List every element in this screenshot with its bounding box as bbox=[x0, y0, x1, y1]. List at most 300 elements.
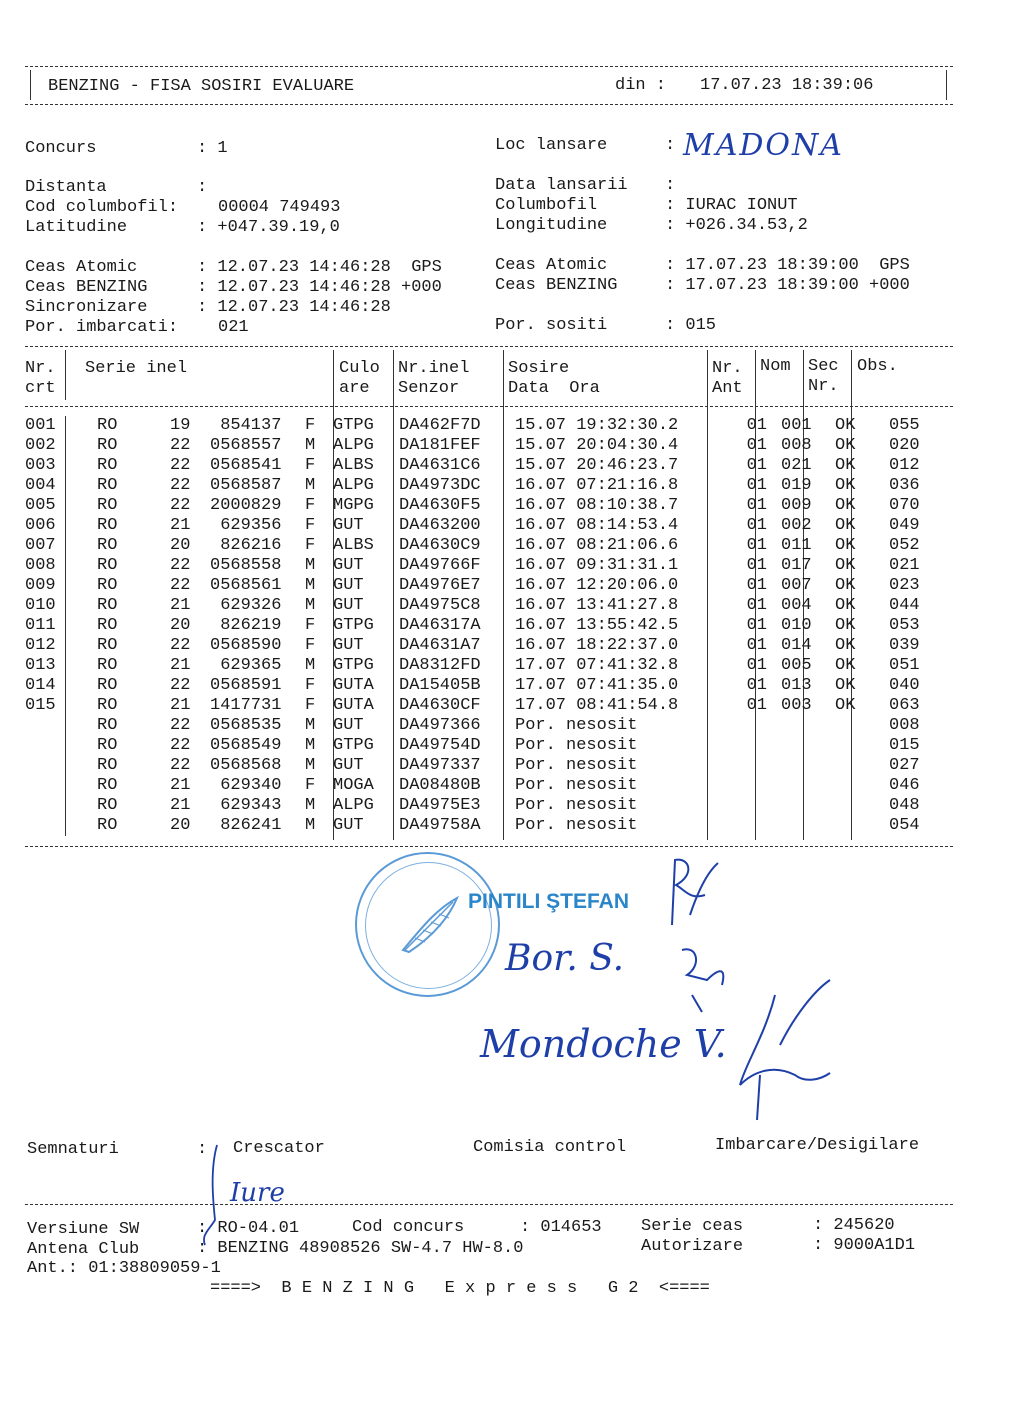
cell-sec: OK bbox=[835, 616, 856, 635]
concurs-label: Concurs bbox=[25, 139, 97, 158]
cell-country: RO bbox=[97, 576, 118, 595]
longitudine-value: : +026.34.53,2 bbox=[665, 216, 808, 235]
cell-ring-number: 0568549 bbox=[210, 736, 282, 755]
loc-lansare-colon: : bbox=[665, 136, 676, 155]
table-row bbox=[25, 576, 969, 596]
stamp-name: PINTILI ŞTEFAN bbox=[468, 890, 630, 913]
columbofil-value: : IURAC IONUT bbox=[665, 196, 798, 215]
cell-nr-crt bbox=[25, 776, 85, 796]
cell-nr-crt: 001 bbox=[25, 416, 56, 435]
cell-nom: 010 bbox=[781, 616, 812, 635]
cell-ring-number: 0568557 bbox=[210, 436, 282, 455]
ant-line: Ant.: 01:38809059-1 bbox=[27, 1259, 221, 1278]
cell-arrival-time: 15.07 19:32:30.2 bbox=[515, 416, 679, 435]
versiune-label: Versiune SW bbox=[27, 1220, 140, 1239]
cell-color: GUT bbox=[333, 556, 364, 575]
cell-nom: 021 bbox=[781, 456, 812, 475]
cell-color: GUT bbox=[333, 516, 364, 535]
cell-country: RO bbox=[97, 716, 118, 735]
cell-nom: 003 bbox=[781, 696, 812, 715]
cell-antenna: 01 bbox=[746, 496, 767, 515]
autorizare-value: : 9000A1D1 bbox=[813, 1236, 916, 1255]
cell-obs: 048 bbox=[889, 796, 920, 815]
cell-sec: OK bbox=[835, 556, 856, 575]
cell-sex: M bbox=[305, 816, 316, 835]
cell-obs: 044 bbox=[889, 596, 920, 615]
cell-color: ALBS bbox=[333, 456, 374, 475]
cell-ring-number: 0568587 bbox=[210, 476, 282, 495]
cell-ring-number: 2000829 bbox=[210, 496, 282, 515]
table-row bbox=[25, 696, 969, 716]
arrivals-table bbox=[25, 416, 969, 836]
cell-color: MOGA bbox=[333, 776, 374, 795]
cell-ring-year: 21 bbox=[170, 776, 191, 795]
table-top-rule bbox=[25, 346, 953, 347]
cell-color: ALPG bbox=[333, 476, 374, 495]
por-imbarcati-label: Por. imbarcati: bbox=[25, 318, 179, 337]
cell-sex: F bbox=[305, 416, 316, 435]
cell-sex: M bbox=[305, 736, 316, 755]
cell-arrival-time: 16.07 18:22:37.0 bbox=[515, 636, 679, 655]
cell-color: GUT bbox=[333, 756, 364, 775]
cod-concurs-label: Cod concurs bbox=[352, 1218, 465, 1237]
cell-arrival-time: 16.07 09:31:31.1 bbox=[515, 556, 679, 575]
table-row bbox=[25, 736, 969, 756]
cell-antenna: 01 bbox=[746, 596, 767, 615]
cell-color: GUT bbox=[333, 636, 364, 655]
por-sositi-label: Por. sositi bbox=[495, 316, 608, 335]
cell-antenna bbox=[719, 716, 775, 736]
cell-ring-year: 21 bbox=[170, 696, 191, 715]
cell-nom bbox=[775, 776, 829, 796]
cell-antenna: 01 bbox=[746, 656, 767, 675]
antena-label: Antena Club bbox=[27, 1240, 140, 1259]
cell-country: RO bbox=[97, 476, 118, 495]
cell-country: RO bbox=[97, 596, 118, 615]
col-nr-crt-header-1: Nr. bbox=[25, 359, 56, 378]
cell-sex: M bbox=[305, 436, 316, 455]
cell-sensor-id: DA4630F5 bbox=[399, 496, 481, 515]
cell-obs: 020 bbox=[889, 436, 920, 455]
cell-nom: 005 bbox=[781, 656, 812, 675]
cell-sensor-id: DA4976E7 bbox=[399, 576, 481, 595]
table-row bbox=[25, 796, 969, 816]
cell-ring-number: 826241 bbox=[210, 816, 282, 835]
cell-sec bbox=[829, 796, 883, 816]
handwritten-mondoche: Mondoche V. bbox=[480, 1022, 727, 1066]
cell-sensor-id: DA49758A bbox=[399, 816, 481, 835]
cell-obs: 051 bbox=[889, 656, 920, 675]
cell-country: RO bbox=[97, 496, 118, 515]
cell-nom: 019 bbox=[781, 476, 812, 495]
cell-nom: 007 bbox=[781, 576, 812, 595]
cell-nom: 011 bbox=[781, 536, 812, 555]
cell-nr-crt: 008 bbox=[25, 556, 56, 575]
cell-nr-crt: 011 bbox=[25, 616, 56, 635]
cell-sex: F bbox=[305, 696, 316, 715]
cell-antenna: 01 bbox=[746, 676, 767, 695]
signature-mark-2 bbox=[672, 940, 732, 1015]
cell-sec: OK bbox=[835, 696, 856, 715]
cell-country: RO bbox=[97, 516, 118, 535]
cell-arrival-time: Por. nesosit bbox=[515, 756, 638, 775]
ceas-atomic-left-value: : 12.07.23 14:46:28 GPS bbox=[197, 258, 442, 277]
ceas-benzing-left-label: Ceas BENZING bbox=[25, 278, 148, 297]
cell-sex: F bbox=[305, 516, 316, 535]
cell-arrival-time: 16.07 12:20:06.0 bbox=[515, 576, 679, 595]
cell-nr-crt: 012 bbox=[25, 636, 56, 655]
col-senzor-header-2: Senzor bbox=[398, 379, 460, 398]
cell-antenna: 01 bbox=[746, 476, 767, 495]
cell-antenna bbox=[719, 796, 775, 816]
cell-nom bbox=[775, 816, 829, 836]
cell-ring-number: 1417731 bbox=[210, 696, 282, 715]
cell-arrival-time: Por. nesosit bbox=[515, 796, 638, 815]
cell-sex: F bbox=[305, 536, 316, 555]
loc-lansare-handwritten: MADONA bbox=[683, 128, 844, 163]
cell-obs: 027 bbox=[889, 756, 920, 775]
cell-sensor-id: DA46317A bbox=[399, 616, 481, 635]
cell-sex: M bbox=[305, 556, 316, 575]
cell-nr-crt: 002 bbox=[25, 436, 56, 455]
cell-sensor-id: DA497337 bbox=[399, 756, 481, 775]
cell-sec: OK bbox=[835, 656, 856, 675]
cell-arrival-time: 16.07 07:21:16.8 bbox=[515, 476, 679, 495]
header-left-bar bbox=[30, 70, 31, 100]
cell-arrival-time: Por. nesosit bbox=[515, 716, 638, 735]
cell-nom bbox=[775, 796, 829, 816]
cell-ring-year: 21 bbox=[170, 596, 191, 615]
cell-country: RO bbox=[97, 676, 118, 695]
table-row bbox=[25, 536, 969, 556]
cell-nom bbox=[775, 756, 829, 776]
cell-nom: 013 bbox=[781, 676, 812, 695]
cell-antenna: 01 bbox=[746, 516, 767, 535]
crescator-signature: Iure bbox=[230, 1178, 285, 1208]
crescator-label: Crescator bbox=[233, 1139, 325, 1158]
cell-antenna: 01 bbox=[746, 456, 767, 475]
cell-ring-year: 22 bbox=[170, 556, 191, 575]
cell-nom: 009 bbox=[781, 496, 812, 515]
columbofil-label: Columbofil bbox=[495, 196, 598, 215]
cell-sensor-id: DA4631A7 bbox=[399, 636, 481, 655]
cell-obs: 054 bbox=[889, 816, 920, 835]
cell-ring-year: 20 bbox=[170, 616, 191, 635]
por-imbarcati-value: 021 bbox=[218, 318, 249, 337]
footer-top-rule bbox=[25, 1204, 953, 1205]
cell-arrival-time: 16.07 08:10:38.7 bbox=[515, 496, 679, 515]
cell-arrival-time: 15.07 20:46:23.7 bbox=[515, 456, 679, 475]
cell-sensor-id: DA4975E3 bbox=[399, 796, 481, 815]
cell-nr-crt: 006 bbox=[25, 516, 56, 535]
cell-ring-number: 0568561 bbox=[210, 576, 282, 595]
cell-sensor-id: DA4631C6 bbox=[399, 456, 481, 475]
cell-sensor-id: DA8312FD bbox=[399, 656, 481, 675]
cell-color: ALPG bbox=[333, 796, 374, 815]
col-nr-ant-header-2: Ant bbox=[712, 379, 743, 398]
cell-nr-crt: 013 bbox=[25, 656, 56, 675]
cell-obs: 055 bbox=[889, 416, 920, 435]
cell-country: RO bbox=[97, 696, 118, 715]
cell-arrival-time: 16.07 13:55:42.5 bbox=[515, 616, 679, 635]
table-row bbox=[25, 656, 969, 676]
cell-arrival-time: 16.07 08:21:06.6 bbox=[515, 536, 679, 555]
data-lansarii-label: Data lansarii bbox=[495, 176, 628, 195]
cell-country: RO bbox=[97, 776, 118, 795]
cell-antenna: 01 bbox=[746, 696, 767, 715]
table-row bbox=[25, 556, 969, 576]
cell-antenna: 01 bbox=[746, 536, 767, 555]
cell-nom: 017 bbox=[781, 556, 812, 575]
cell-color: ALBS bbox=[333, 536, 374, 555]
cell-obs: 070 bbox=[889, 496, 920, 515]
cell-sex: M bbox=[305, 576, 316, 595]
cell-country: RO bbox=[97, 536, 118, 555]
cell-country: RO bbox=[97, 816, 118, 835]
cell-color: GTPG bbox=[333, 736, 374, 755]
cell-sec: OK bbox=[835, 416, 856, 435]
cell-nom bbox=[775, 716, 829, 736]
cell-ring-year: 21 bbox=[170, 516, 191, 535]
cell-sec: OK bbox=[835, 636, 856, 655]
cod-concurs-value: : 014653 bbox=[520, 1218, 602, 1237]
cell-sensor-id: DA08480B bbox=[399, 776, 481, 795]
cell-obs: 039 bbox=[889, 636, 920, 655]
cell-ring-year: 22 bbox=[170, 736, 191, 755]
cell-color: GUT bbox=[333, 816, 364, 835]
cell-antenna: 01 bbox=[746, 576, 767, 595]
cell-antenna: 01 bbox=[746, 436, 767, 455]
distanta-label: Distanta bbox=[25, 178, 107, 197]
cell-color: GUTA bbox=[333, 676, 374, 695]
cell-sec: OK bbox=[835, 676, 856, 695]
cell-sec: OK bbox=[835, 456, 856, 475]
cell-country: RO bbox=[97, 656, 118, 675]
cell-obs: 046 bbox=[889, 776, 920, 795]
cell-sensor-id: DA4973DC bbox=[399, 476, 481, 495]
cell-ring-year: 22 bbox=[170, 716, 191, 735]
cell-color: MGPG bbox=[333, 496, 374, 515]
cell-nr-crt bbox=[25, 716, 85, 736]
report-datetime: 17.07.23 18:39:06 bbox=[700, 76, 874, 95]
cell-sex: F bbox=[305, 776, 316, 795]
benzing-express-banner: ====> B E N Z I N G E x p r e s s G 2 <==== bbox=[210, 1279, 710, 1298]
cell-sec: OK bbox=[835, 476, 856, 495]
cell-color: GUT bbox=[333, 576, 364, 595]
cell-obs: 021 bbox=[889, 556, 920, 575]
cell-antenna bbox=[719, 756, 775, 776]
semnaturi-colon: : bbox=[197, 1140, 208, 1159]
cell-ring-year: 21 bbox=[170, 796, 191, 815]
cell-obs: 036 bbox=[889, 476, 920, 495]
comisia-label: Comisia control bbox=[473, 1138, 627, 1157]
semnaturi-label: Semnaturi bbox=[27, 1140, 119, 1159]
cell-sex: M bbox=[305, 756, 316, 775]
cell-color: GUTA bbox=[333, 696, 374, 715]
cell-ring-number: 0568558 bbox=[210, 556, 282, 575]
col-sosire-header-1: Sosire bbox=[508, 359, 570, 378]
sincronizare-value: : 12.07.23 14:46:28 bbox=[197, 298, 391, 317]
ceas-benzing-left-value: : 12.07.23 14:46:28 +000 bbox=[197, 278, 442, 297]
cell-sec bbox=[829, 716, 883, 736]
cell-sex: F bbox=[305, 456, 316, 475]
col-nr-crt-header-2: crt bbox=[25, 379, 56, 398]
data-lansarii-value: : bbox=[665, 176, 676, 195]
cell-ring-year: 22 bbox=[170, 576, 191, 595]
cell-ring-number: 629356 bbox=[210, 516, 282, 535]
latitudine-value: : +047.39.19,0 bbox=[197, 218, 340, 237]
cell-ring-number: 826219 bbox=[210, 616, 282, 635]
cell-nr-crt: 003 bbox=[25, 456, 56, 475]
ceas-atomic-right-value: : 17.07.23 18:39:00 GPS bbox=[665, 256, 910, 275]
cell-sec: OK bbox=[835, 576, 856, 595]
col-obs-header: Obs. bbox=[857, 357, 898, 376]
cell-ring-number: 826216 bbox=[210, 536, 282, 555]
cell-color: GTPG bbox=[333, 616, 374, 635]
cell-arrival-time: 15.07 20:04:30.4 bbox=[515, 436, 679, 455]
ceas-benzing-right-value: : 17.07.23 18:39:00 +000 bbox=[665, 276, 910, 295]
ceas-benzing-right-label: Ceas BENZING bbox=[495, 276, 618, 295]
cell-nom bbox=[775, 736, 829, 756]
cell-sensor-id: DA49754D bbox=[399, 736, 481, 755]
cell-obs: 063 bbox=[889, 696, 920, 715]
cell-sex: M bbox=[305, 716, 316, 735]
cell-nom: 001 bbox=[781, 416, 812, 435]
latitudine-label: Latitudine bbox=[25, 218, 128, 237]
cod-columbofil-value: 00004 749493 bbox=[218, 198, 341, 217]
cell-obs: 012 bbox=[889, 456, 920, 475]
cell-sec bbox=[829, 756, 883, 776]
antena-value: : BENZING 48908526 SW-4.7 HW-8.0 bbox=[197, 1239, 524, 1258]
table-row bbox=[25, 616, 969, 636]
cell-sensor-id: DA4975C8 bbox=[399, 596, 481, 615]
feather-stamp-icon bbox=[395, 890, 465, 960]
cell-nr-crt: 004 bbox=[25, 476, 56, 495]
cell-sensor-id: DA462F7D bbox=[399, 416, 481, 435]
cell-sec bbox=[829, 776, 883, 796]
table-row bbox=[25, 776, 969, 796]
cell-ring-number: 629365 bbox=[210, 656, 282, 675]
cell-sensor-id: DA15405B bbox=[399, 676, 481, 695]
cell-obs: 015 bbox=[889, 736, 920, 755]
din-label: din : bbox=[615, 76, 667, 95]
serie-ceas-label: Serie ceas bbox=[641, 1217, 744, 1236]
cell-nr-crt: 005 bbox=[25, 496, 56, 515]
cell-ring-number: 0568535 bbox=[210, 716, 282, 735]
cell-arrival-time: Por. nesosit bbox=[515, 736, 638, 755]
header-right-bar bbox=[946, 70, 947, 100]
handwritten-bor: Bor. S. bbox=[505, 938, 625, 979]
cell-arrival-time: Por. nesosit bbox=[515, 816, 638, 835]
cell-sensor-id: DA4630C9 bbox=[399, 536, 481, 555]
col-senzor-header-1: Nr.inel bbox=[398, 359, 470, 378]
cell-antenna: 01 bbox=[746, 556, 767, 575]
cell-sex: F bbox=[305, 636, 316, 655]
cell-ring-year: 19 bbox=[170, 416, 191, 435]
cell-sensor-id: DA497366 bbox=[399, 716, 481, 735]
table-row bbox=[25, 516, 969, 536]
cell-antenna bbox=[719, 816, 775, 836]
cell-ring-number: 629343 bbox=[210, 796, 282, 815]
cell-sensor-id: DA463200 bbox=[399, 516, 481, 535]
cell-ring-year: 20 bbox=[170, 536, 191, 555]
signature-mark-3 bbox=[735, 975, 845, 1125]
cell-sensor-id: DA4630CF bbox=[399, 696, 481, 715]
table-row bbox=[25, 816, 969, 836]
cell-nr-crt: 015 bbox=[25, 696, 56, 715]
col-nom-header: Nom bbox=[760, 357, 791, 376]
cell-obs: 049 bbox=[889, 516, 920, 535]
table-header-rule bbox=[25, 406, 953, 407]
cell-sex: M bbox=[305, 656, 316, 675]
concurs-value: : 1 bbox=[197, 139, 228, 158]
table-row bbox=[25, 716, 969, 736]
col-sec-header-2: Nr. bbox=[808, 377, 839, 396]
report-title: BENZING - FISA SOSIRI EVALUARE bbox=[48, 77, 355, 96]
versiune-value: : RO-04.01 bbox=[197, 1219, 300, 1238]
col-nr-ant-header-1: Nr. bbox=[712, 359, 743, 378]
cell-ring-number: 0568568 bbox=[210, 756, 282, 775]
cell-nr-crt bbox=[25, 796, 85, 816]
table-row bbox=[25, 416, 969, 436]
cell-ring-number: 0568591 bbox=[210, 676, 282, 695]
col-sep bbox=[65, 350, 66, 400]
cell-sec: OK bbox=[835, 496, 856, 515]
cell-color: GUT bbox=[333, 596, 364, 615]
distanta-value: : bbox=[197, 178, 208, 197]
header-bottom-rule bbox=[25, 104, 953, 105]
cell-arrival-time: 17.07 07:41:35.0 bbox=[515, 676, 679, 695]
cell-antenna: 01 bbox=[746, 616, 767, 635]
autorizare-label: Autorizare bbox=[641, 1237, 744, 1256]
table-bottom-rule bbox=[25, 846, 953, 847]
cell-sec bbox=[829, 816, 883, 836]
cell-nom: 014 bbox=[781, 636, 812, 655]
cell-nr-crt: 014 bbox=[25, 676, 56, 695]
col-sec-header-1: Sec bbox=[808, 357, 839, 376]
cell-ring-year: 22 bbox=[170, 636, 191, 655]
col-sosire-header-2: Data Ora bbox=[508, 379, 600, 398]
cell-antenna: 01 bbox=[746, 636, 767, 655]
cell-sensor-id: DA181FEF bbox=[399, 436, 481, 455]
ceas-atomic-left-label: Ceas Atomic bbox=[25, 258, 138, 277]
cell-nr-crt bbox=[25, 756, 85, 776]
cell-obs: 040 bbox=[889, 676, 920, 695]
table-row bbox=[25, 496, 969, 516]
cell-ring-year: 20 bbox=[170, 816, 191, 835]
cell-nom: 002 bbox=[781, 516, 812, 535]
cell-ring-number: 629340 bbox=[210, 776, 282, 795]
cell-obs: 008 bbox=[889, 716, 920, 735]
table-row bbox=[25, 676, 969, 696]
table-row bbox=[25, 456, 969, 476]
cell-arrival-time: 16.07 08:14:53.4 bbox=[515, 516, 679, 535]
cell-color: ALPG bbox=[333, 436, 374, 455]
cell-country: RO bbox=[97, 436, 118, 455]
cell-ring-year: 22 bbox=[170, 436, 191, 455]
table-row bbox=[25, 756, 969, 776]
signature-mark-1 bbox=[660, 855, 720, 930]
cell-arrival-time: Por. nesosit bbox=[515, 776, 638, 795]
cell-obs: 053 bbox=[889, 616, 920, 635]
cell-ring-year: 21 bbox=[170, 656, 191, 675]
cell-nom: 004 bbox=[781, 596, 812, 615]
cell-antenna bbox=[719, 736, 775, 756]
cell-obs: 023 bbox=[889, 576, 920, 595]
cell-ring-number: 854137 bbox=[210, 416, 282, 435]
cell-sec: OK bbox=[835, 536, 856, 555]
cell-sex: M bbox=[305, 796, 316, 815]
